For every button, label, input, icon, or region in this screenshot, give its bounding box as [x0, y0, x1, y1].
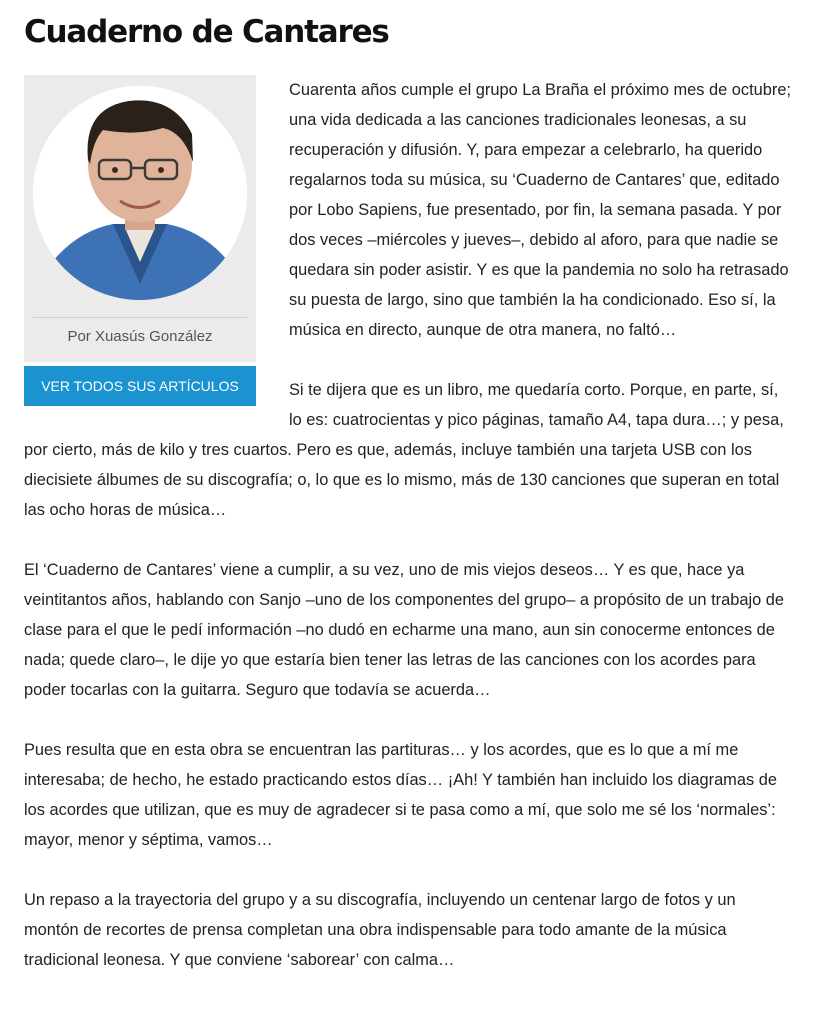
article-title: Cuaderno de Cantares — [24, 14, 389, 50]
article-body — [24, 75, 792, 1005]
author-box — [24, 75, 256, 362]
paragraph-1: Cuarenta años cumple el grupo La Braña el próximo mes de octubre; una vida dedicada a las canciones tradicionales leonesas, a su recuperación y difusión. Y, para empezar a celebrarlo, ha querido regalarnos toda su música, su ‘Cuaderno de Cantares’ que, editado por Lobo Sapiens, fue presentado, por fin, la semana pasada. Y por dos veces –miércoles y jueves–, debido al aforo, para que nadie se quedara sin poder asistir. Y es que la pandemia no solo ha retrasado su puesta de largo, sino que también la ha condicionado. Eso sí, la música en directo, aunque de otra manera, no faltó… — [289, 81, 792, 339]
paragraph-3: El ‘Cuaderno de Cantares’ viene a cumplir, a su vez, uno de mis viejos deseos… Y es que, hace ya veintitantos años, hablando con Sanjo –uno de los componentes del grupo– a propósito de un trabajo de clase para el que le pedí información –no dudó en echarme una mano, aun sin conocerme entonces de nada; quede claro–, le dije yo que estaría bien tener las letras de las canciones con los acordes para poder tocarlas con la guitarra. Seguro que todavía se acuerda… — [24, 561, 784, 699]
all-articles-button[interactable]: VER TODOS SUS ARTÍCULOS — [24, 366, 256, 406]
paragraph-2: Si te dijera que es un libro, me quedaría corto. Porque, en parte, sí, lo es: cuatrocientas y pico páginas, tamaño A4, tapa dura…; y pesa, por cierto, más de kilo y tres cuartos. Pero es que, además, incluye también una tarjeta USB con los diecisiete álbumes de su discografía; o, lo que es lo mismo, más de 130 canciones que superan en total las ocho horas de música… — [24, 381, 784, 519]
avatar — [33, 86, 247, 300]
author-photo — [33, 86, 247, 300]
author-byline: Por Xuasús González — [67, 328, 213, 345]
paragraph-4: Pues resulta que en esta obra se encuentran las partituras… y los acordes, que es lo que a mí me interesaba; de hecho, he estado practicando estos días… ¡Ah! Y también han incluido los diagramas de los acordes que utilizan, que es muy de agradecer si te pasa como a mí, que solo me sé los ‘normales’: mayor, menor y séptima, vamos… — [24, 741, 777, 849]
author-card — [24, 75, 256, 406]
paragraph-5: Un repaso a la trayectoria del grupo y a su discografía, incluyendo un centenar largo de fotos y un montón de recortes de prensa completan una obra indispensable para todo amante de la música tradicional leonesa. Y que conviene ‘saborear’ con calma… — [24, 891, 736, 969]
author-divider — [33, 317, 247, 318]
